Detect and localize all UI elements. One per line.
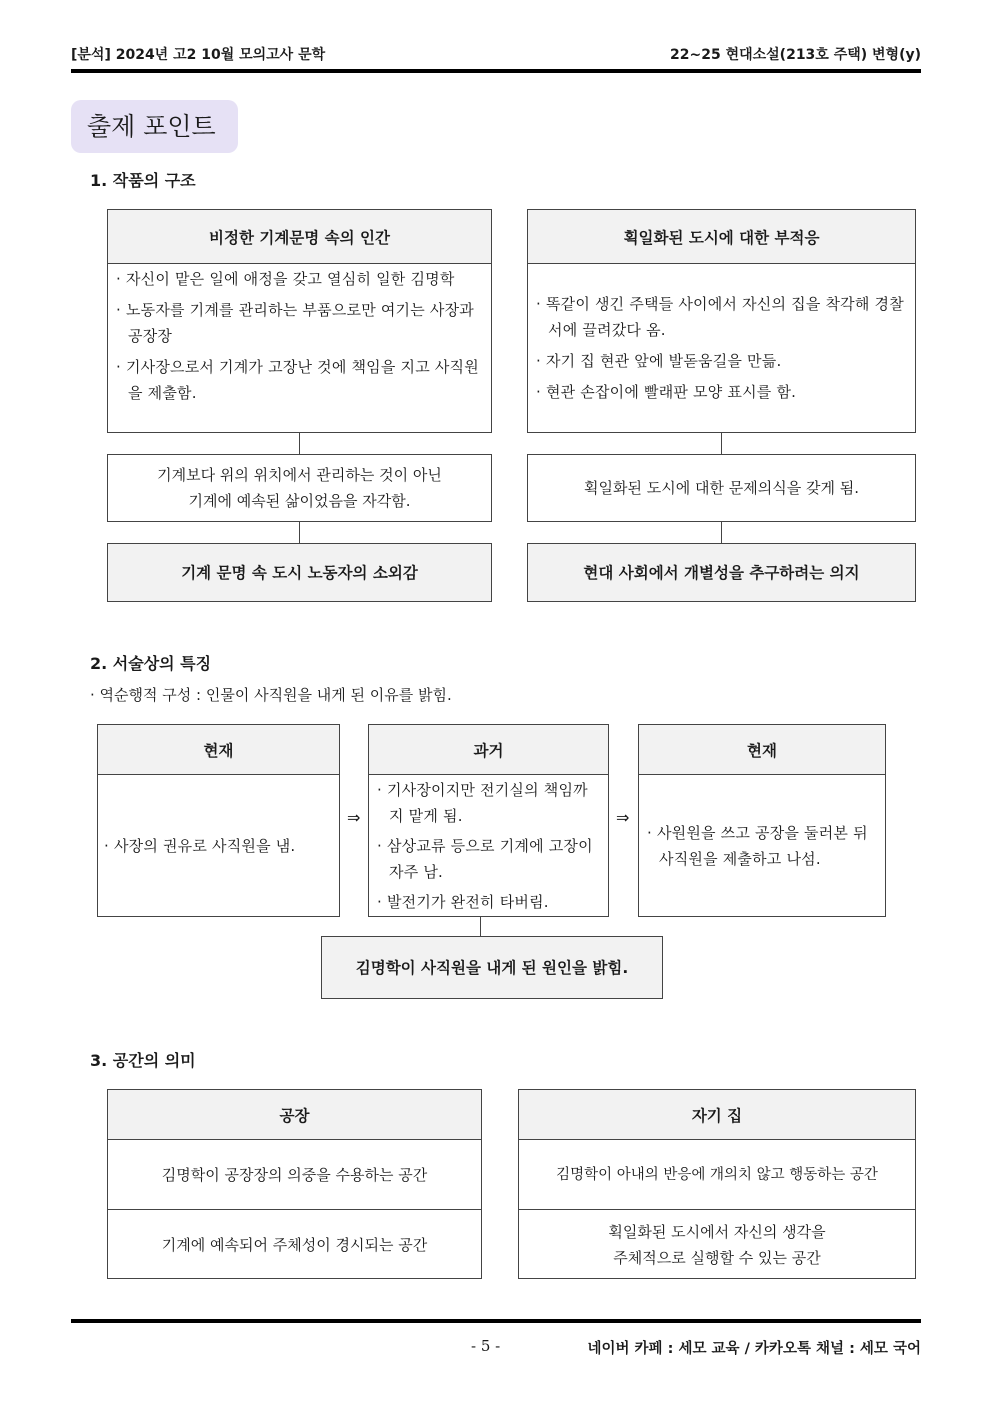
structure-left-middle: [107, 454, 492, 522]
narrative-result: 김명학이 사직원을 내게 된 원인을 밝힘.: [321, 936, 663, 999]
structure-left-middle-line: 기계에 예속된 삶이었음을 자각함.: [188, 492, 411, 510]
narrative-item: · 사장의 권유로 사직원을 냄.: [104, 833, 295, 859]
space-home-row-line: 주체적으로 실행할 수 있는 공간: [613, 1249, 821, 1267]
space-factory-row: 기계에 예속되어 주체성이 경시되는 공간: [108, 1209, 481, 1280]
structure-right-box: [527, 209, 916, 433]
space-home-head: 자기 집: [519, 1090, 915, 1140]
connector: [721, 433, 722, 454]
arrow: ⇒: [616, 808, 630, 827]
arrow: ⇒: [347, 808, 361, 827]
footer-rule: [71, 1319, 921, 1323]
structure-right-item: · 똑같이 생긴 주택들 사이에서 자신의 집을 착각해 경찰서에 끌려갔다 옴.: [536, 291, 907, 343]
narrative-item: · 삼상교류 등으로 기계에 고장이 자주 남.: [377, 833, 600, 885]
narrative-col-head: 현재: [98, 725, 339, 775]
connector: [299, 522, 300, 543]
section3-title: 3. 공간의 의미: [90, 1051, 196, 1070]
structure-left-item: · 노동자를 기계를 관리하는 부품으로만 여기는 사장과 공장장: [116, 297, 483, 349]
footer-text: 네이버 카페 : 세모 교육 / 카카오톡 채널 : 세모 국어: [587, 1341, 921, 1357]
connector: [721, 522, 722, 543]
header-right: 22~25 현대소설(213호 주택) 변형(y): [670, 47, 921, 63]
space-home-table: [518, 1089, 916, 1279]
space-factory-head: 공장: [108, 1090, 481, 1140]
narrative-col-head: 현재: [639, 725, 885, 775]
connector: [480, 917, 481, 936]
narrative-item: · 기사장이지만 전기실의 책임까지 맡게 됨.: [377, 777, 600, 829]
structure-left-head: 비정한 기계문명 속의 인간: [108, 210, 491, 264]
section-badge: 출제 포인트: [71, 100, 238, 153]
section2-title: 2. 서술상의 특징: [90, 654, 212, 673]
narrative-item: · 발전기가 완전히 타버림.: [377, 889, 600, 915]
space-home-row: [519, 1209, 915, 1280]
section2-note: · 역순행적 구성 : 인물이 사직원을 내게 된 이유를 밝힘.: [90, 686, 452, 704]
structure-left-item: · 자신이 맡은 일에 애정을 갖고 열심히 일한 김명학: [116, 266, 483, 292]
structure-left-box: [107, 209, 492, 433]
narrative-item: · 사원원을 쓰고 공장을 둘러본 뒤 사직원을 제출하고 나섬.: [647, 820, 877, 872]
structure-right-item: · 현관 손잡이에 빨래판 모양 표시를 함.: [536, 379, 907, 405]
narrative-col-past: [368, 724, 609, 917]
space-home-row-line: 획일화된 도시에서 자신의 생각을: [608, 1223, 826, 1241]
narrative-col-head: 과거: [369, 725, 608, 775]
space-factory-row: 김명학이 공장장의 의중을 수용하는 공간: [161, 1165, 428, 1184]
narrative-col-present2: [638, 724, 886, 917]
narrative-col-present1: [97, 724, 340, 917]
structure-right-result: 현대 사회에서 개별성을 추구하려는 의지: [527, 543, 916, 602]
space-home-row: 김명학이 아내의 반응에 개의치 않고 행동하는 공간: [556, 1166, 878, 1183]
structure-right-item: · 자기 집 현관 앞에 발돋움길을 만듦.: [536, 348, 907, 374]
structure-right-middle: 획일화된 도시에 대한 문제의식을 갖게 됨.: [527, 454, 916, 522]
header-rule: [71, 69, 921, 73]
structure-left-middle-line: 기계보다 위의 위치에서 관리하는 것이 아닌: [157, 466, 442, 484]
section1-title: 1. 작품의 구조: [90, 171, 196, 190]
structure-left-result: 기계 문명 속 도시 노동자의 소외감: [107, 543, 492, 602]
page-number: - 5 -: [471, 1337, 501, 1355]
connector: [299, 433, 300, 454]
space-factory-table: [107, 1089, 482, 1279]
header-left: [분석] 2024년 고2 10월 모의고사 문학: [71, 47, 326, 63]
structure-left-item: · 기사장으로서 기계가 고장난 것에 책임을 지고 사직원을 제출함.: [116, 354, 483, 406]
structure-right-head: 획일화된 도시에 대한 부적응: [528, 210, 915, 264]
